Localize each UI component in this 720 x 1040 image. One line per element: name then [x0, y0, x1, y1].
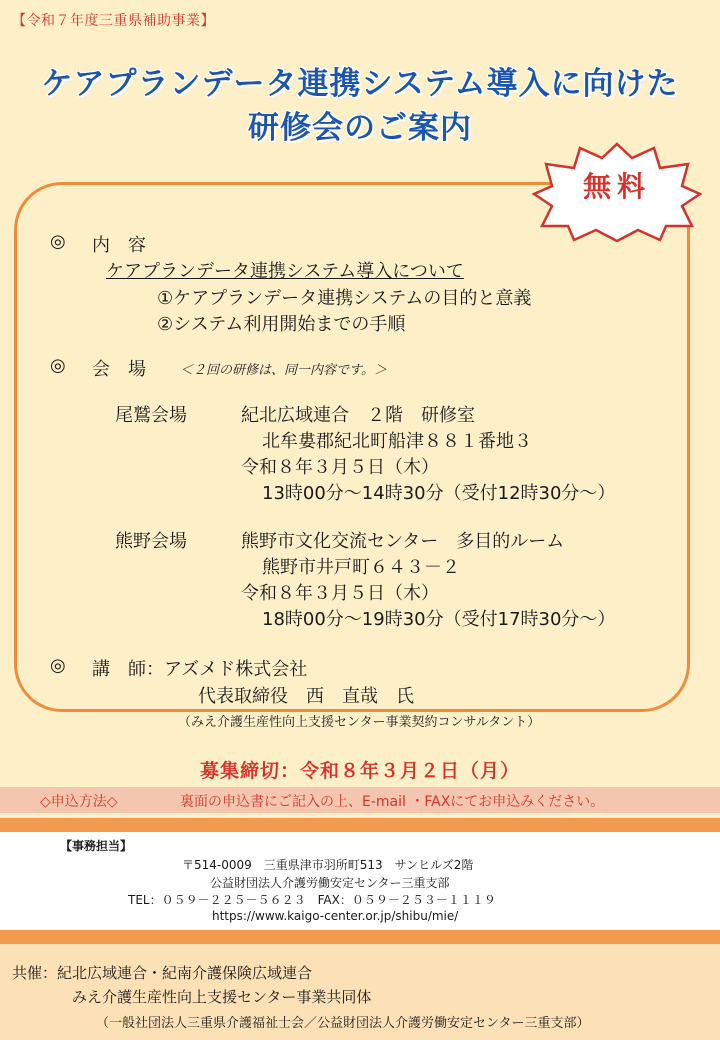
venue2-date: 令和８年３月５日（木）: [241, 583, 439, 604]
organizers-line1: 共催：紀北広域連合・紀南介護保険広域連合: [12, 964, 313, 982]
topic-item-2: ②システム利用開始までの手順: [157, 314, 406, 335]
lecturer-name: 代表取締役 西 直哉 氏: [198, 686, 414, 707]
apply-method-text: 裏面の申込書にご記入の上、E-mail ・FAXにてお申込みください。: [180, 794, 605, 810]
free-badge-text: 無料: [582, 170, 651, 203]
section-contents-label: 内 容: [92, 235, 146, 256]
page-title-line2: 研修会のご案内: [248, 110, 472, 146]
application-deadline: 募集締切：令和８年３月２日（月）: [199, 760, 520, 782]
venue-note: ＜２回の研修は、同一内容です。＞: [180, 363, 387, 378]
office-phone-fax: TEL：０５９－２２５－５６２３ FAX：０５９－２５３－１１１９: [128, 893, 496, 907]
venue2-address: 熊野市井戸町６４３－２: [262, 557, 460, 578]
section-lecturer-label: 講 師：アズメド株式会社: [92, 659, 308, 680]
venue1-time: 13時00分～14時30分（受付12時30分～）: [262, 483, 616, 504]
office-url-link[interactable]: https://www.kaigo-center.or.jp/shibu/mie/: [212, 909, 459, 923]
page-title-line1: ケアプランデータ連携システム導入に向けた: [41, 66, 679, 102]
top-tag: 【令和７年度三重県補助事業】: [12, 13, 215, 29]
office-address: 〒514-0009 三重県津市羽所町513 サンヒルズ2階: [182, 858, 474, 872]
section-venue-label: 会 場: [92, 359, 146, 380]
organizers-line3: （一般社団法人三重県介護福祉士会／公益財団法人介護労働安定センター三重支部）: [96, 1016, 590, 1031]
training-topic: ケアプランデータ連携システム導入について: [106, 261, 464, 282]
lecturer-note: （みえ介護生産性向上支援センター事業契約コンサルタント）: [178, 715, 541, 730]
orange-divider: [0, 930, 720, 944]
venue1-date: 令和８年３月５日（木）: [241, 457, 439, 478]
office-name: 公益財団法人介護労働安定センター三重支部: [210, 876, 450, 890]
office-label: 【事務担当】: [60, 839, 133, 853]
venue2-time: 18時00分～19時30分（受付17時30分～）: [262, 609, 616, 630]
topic-item-1: ①ケアプランデータ連携システムの目的と意義: [157, 288, 532, 309]
venue1-place: 紀北広域連合 ２階 研修室: [241, 405, 475, 426]
apply-method-label: ◇申込方法◇: [40, 794, 118, 810]
venue1-address: 北牟婁郡紀北町船津８８１番地３: [262, 431, 532, 452]
section-mark-icon: ◎: [50, 231, 66, 252]
orange-divider: [0, 818, 720, 832]
organizers-line2: みえ介護生産性向上支援センター事業共同体: [72, 988, 372, 1006]
section-mark-icon: ◎: [50, 655, 66, 676]
section-mark-icon: ◎: [50, 355, 66, 376]
venue2-name: 熊野会場: [115, 531, 187, 552]
venue2-place: 熊野市文化交流センター 多目的ルーム: [241, 531, 565, 552]
venue1-name: 尾鷲会場: [115, 405, 187, 426]
